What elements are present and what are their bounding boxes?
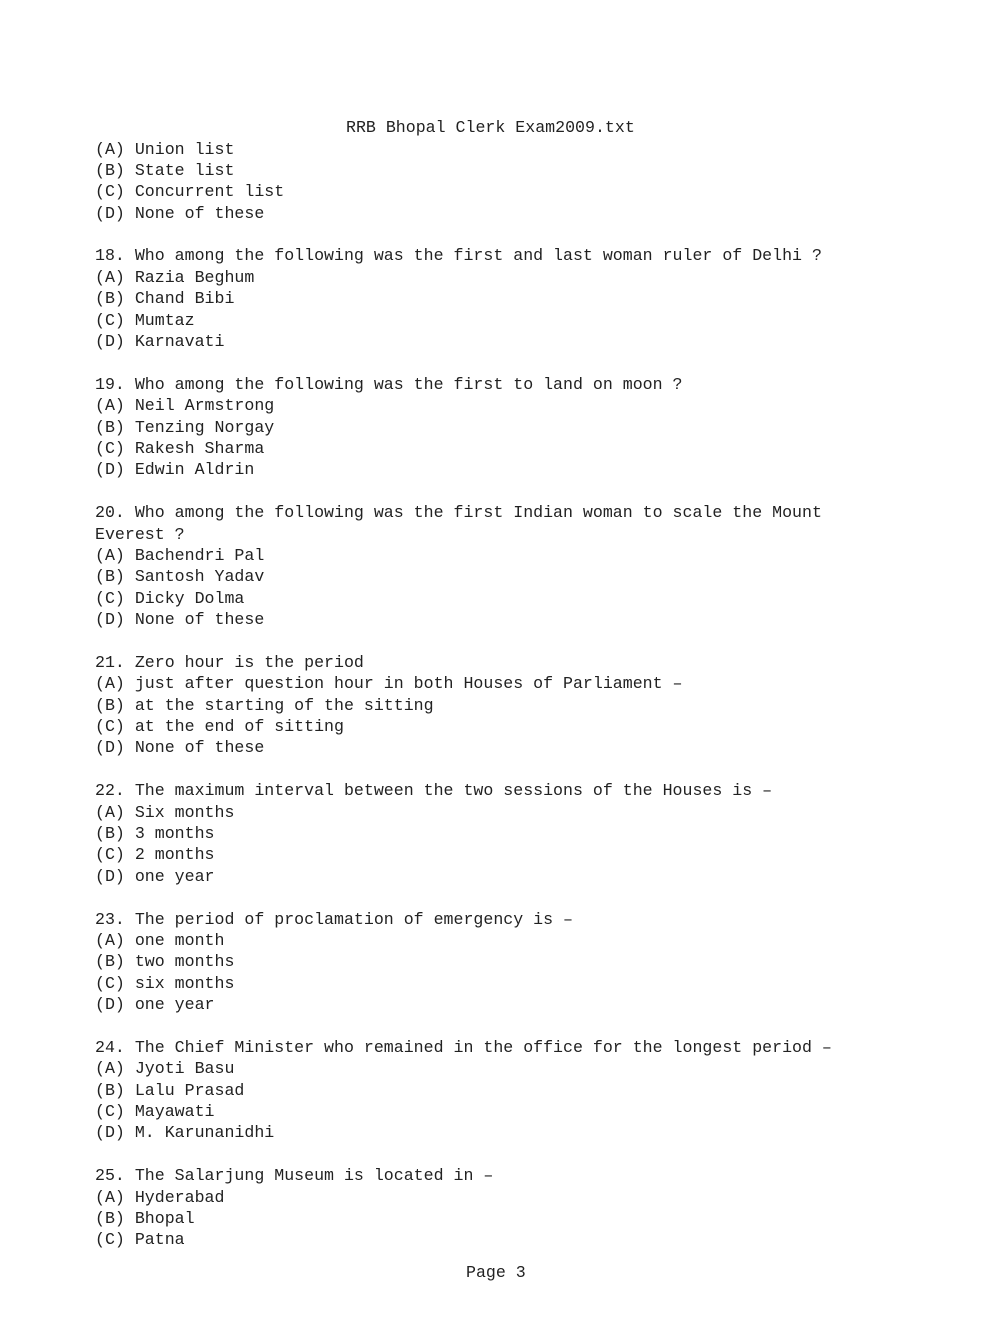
question-text: 19. Who among the following was the first to land on moon ? bbox=[95, 374, 683, 394]
answer-option: (D) Karnavati bbox=[95, 332, 225, 352]
answer-option: (A) Neil Armstrong bbox=[95, 396, 275, 416]
answer-option: (B) at the starting of the sitting bbox=[95, 695, 434, 715]
blank-line bbox=[95, 887, 832, 908]
question-text: 23. The period of proclamation of emergency is – bbox=[95, 909, 573, 929]
blank-line bbox=[95, 224, 832, 245]
answer-option: (C) Rakesh Sharma bbox=[95, 438, 265, 458]
answer-option: (D) None of these bbox=[95, 738, 265, 758]
question-text: 18. Who among the following was the first and last woman ruler of Delhi ? bbox=[95, 246, 822, 266]
page-number: Page 3 bbox=[466, 1263, 526, 1282]
answer-option: (A) Razia Beghum bbox=[95, 267, 255, 287]
blank-line bbox=[95, 630, 832, 651]
answer-option: (C) at the end of sitting bbox=[95, 717, 344, 737]
answer-option: (B) two months bbox=[95, 952, 235, 972]
answer-option: (C) Mayawati bbox=[95, 1102, 215, 1122]
answer-option: (C) 2 months bbox=[95, 845, 215, 865]
blank-line bbox=[95, 352, 832, 373]
answer-option: (B) Lalu Prasad bbox=[95, 1080, 245, 1100]
answer-option: (B) Chand Bibi bbox=[95, 289, 235, 309]
blank-line bbox=[95, 1144, 832, 1165]
question-text: 20. Who among the following was the first Indian woman to scale the Mount bbox=[95, 503, 822, 523]
answer-option: (B) State list bbox=[95, 160, 235, 180]
answer-option: (B) Santosh Yadav bbox=[95, 567, 265, 587]
answer-option: (D) Edwin Aldrin bbox=[95, 460, 255, 480]
blank-line bbox=[95, 481, 832, 502]
question-text: 21. Zero hour is the period bbox=[95, 652, 364, 672]
answer-option: (B) Tenzing Norgay bbox=[95, 417, 275, 437]
document-title: RRB Bhopal Clerk Exam2009.txt bbox=[346, 118, 635, 137]
answer-option: (C) Concurrent list bbox=[95, 182, 285, 202]
blank-line bbox=[95, 759, 832, 780]
answer-option: (D) M. Karunanidhi bbox=[95, 1123, 275, 1143]
answer-option: (C) Mumtaz bbox=[95, 310, 195, 330]
question-text: 25. The Salarjung Museum is located in – bbox=[95, 1166, 494, 1186]
question-text: 22. The maximum interval between the two sessions of the Houses is – bbox=[95, 781, 773, 801]
answer-option: (A) Bachendri Pal bbox=[95, 545, 265, 565]
answer-option: (B) 3 months bbox=[95, 824, 215, 843]
answer-option: (C) Dicky Dolma bbox=[95, 588, 245, 608]
answer-option: (B) Bhopal bbox=[95, 1209, 195, 1229]
answer-option: (A) Hyderabad bbox=[95, 1187, 225, 1207]
document-body bbox=[95, 139, 832, 1251]
answer-option: (A) Jyoti Basu bbox=[95, 1059, 235, 1079]
answer-option: (C) six months bbox=[95, 973, 235, 993]
answer-option: (A) just after question hour in both Houses of Parliament – bbox=[95, 674, 683, 694]
answer-option: (D) None of these bbox=[95, 203, 265, 223]
answer-option: (C) Patna bbox=[95, 1230, 185, 1250]
text-line: Everest ? bbox=[95, 524, 185, 544]
question-text: 24. The Chief Minister who remained in the office for the longest period – bbox=[95, 1037, 832, 1057]
answer-option: (D) one year bbox=[95, 866, 215, 886]
answer-option: (A) one month bbox=[95, 930, 225, 950]
blank-line bbox=[95, 1016, 832, 1037]
answer-option: (D) None of these bbox=[95, 610, 265, 630]
answer-option: (D) one year bbox=[95, 995, 215, 1015]
answer-option: (A) Union list bbox=[95, 139, 235, 159]
answer-option: (A) Six months bbox=[95, 802, 235, 822]
